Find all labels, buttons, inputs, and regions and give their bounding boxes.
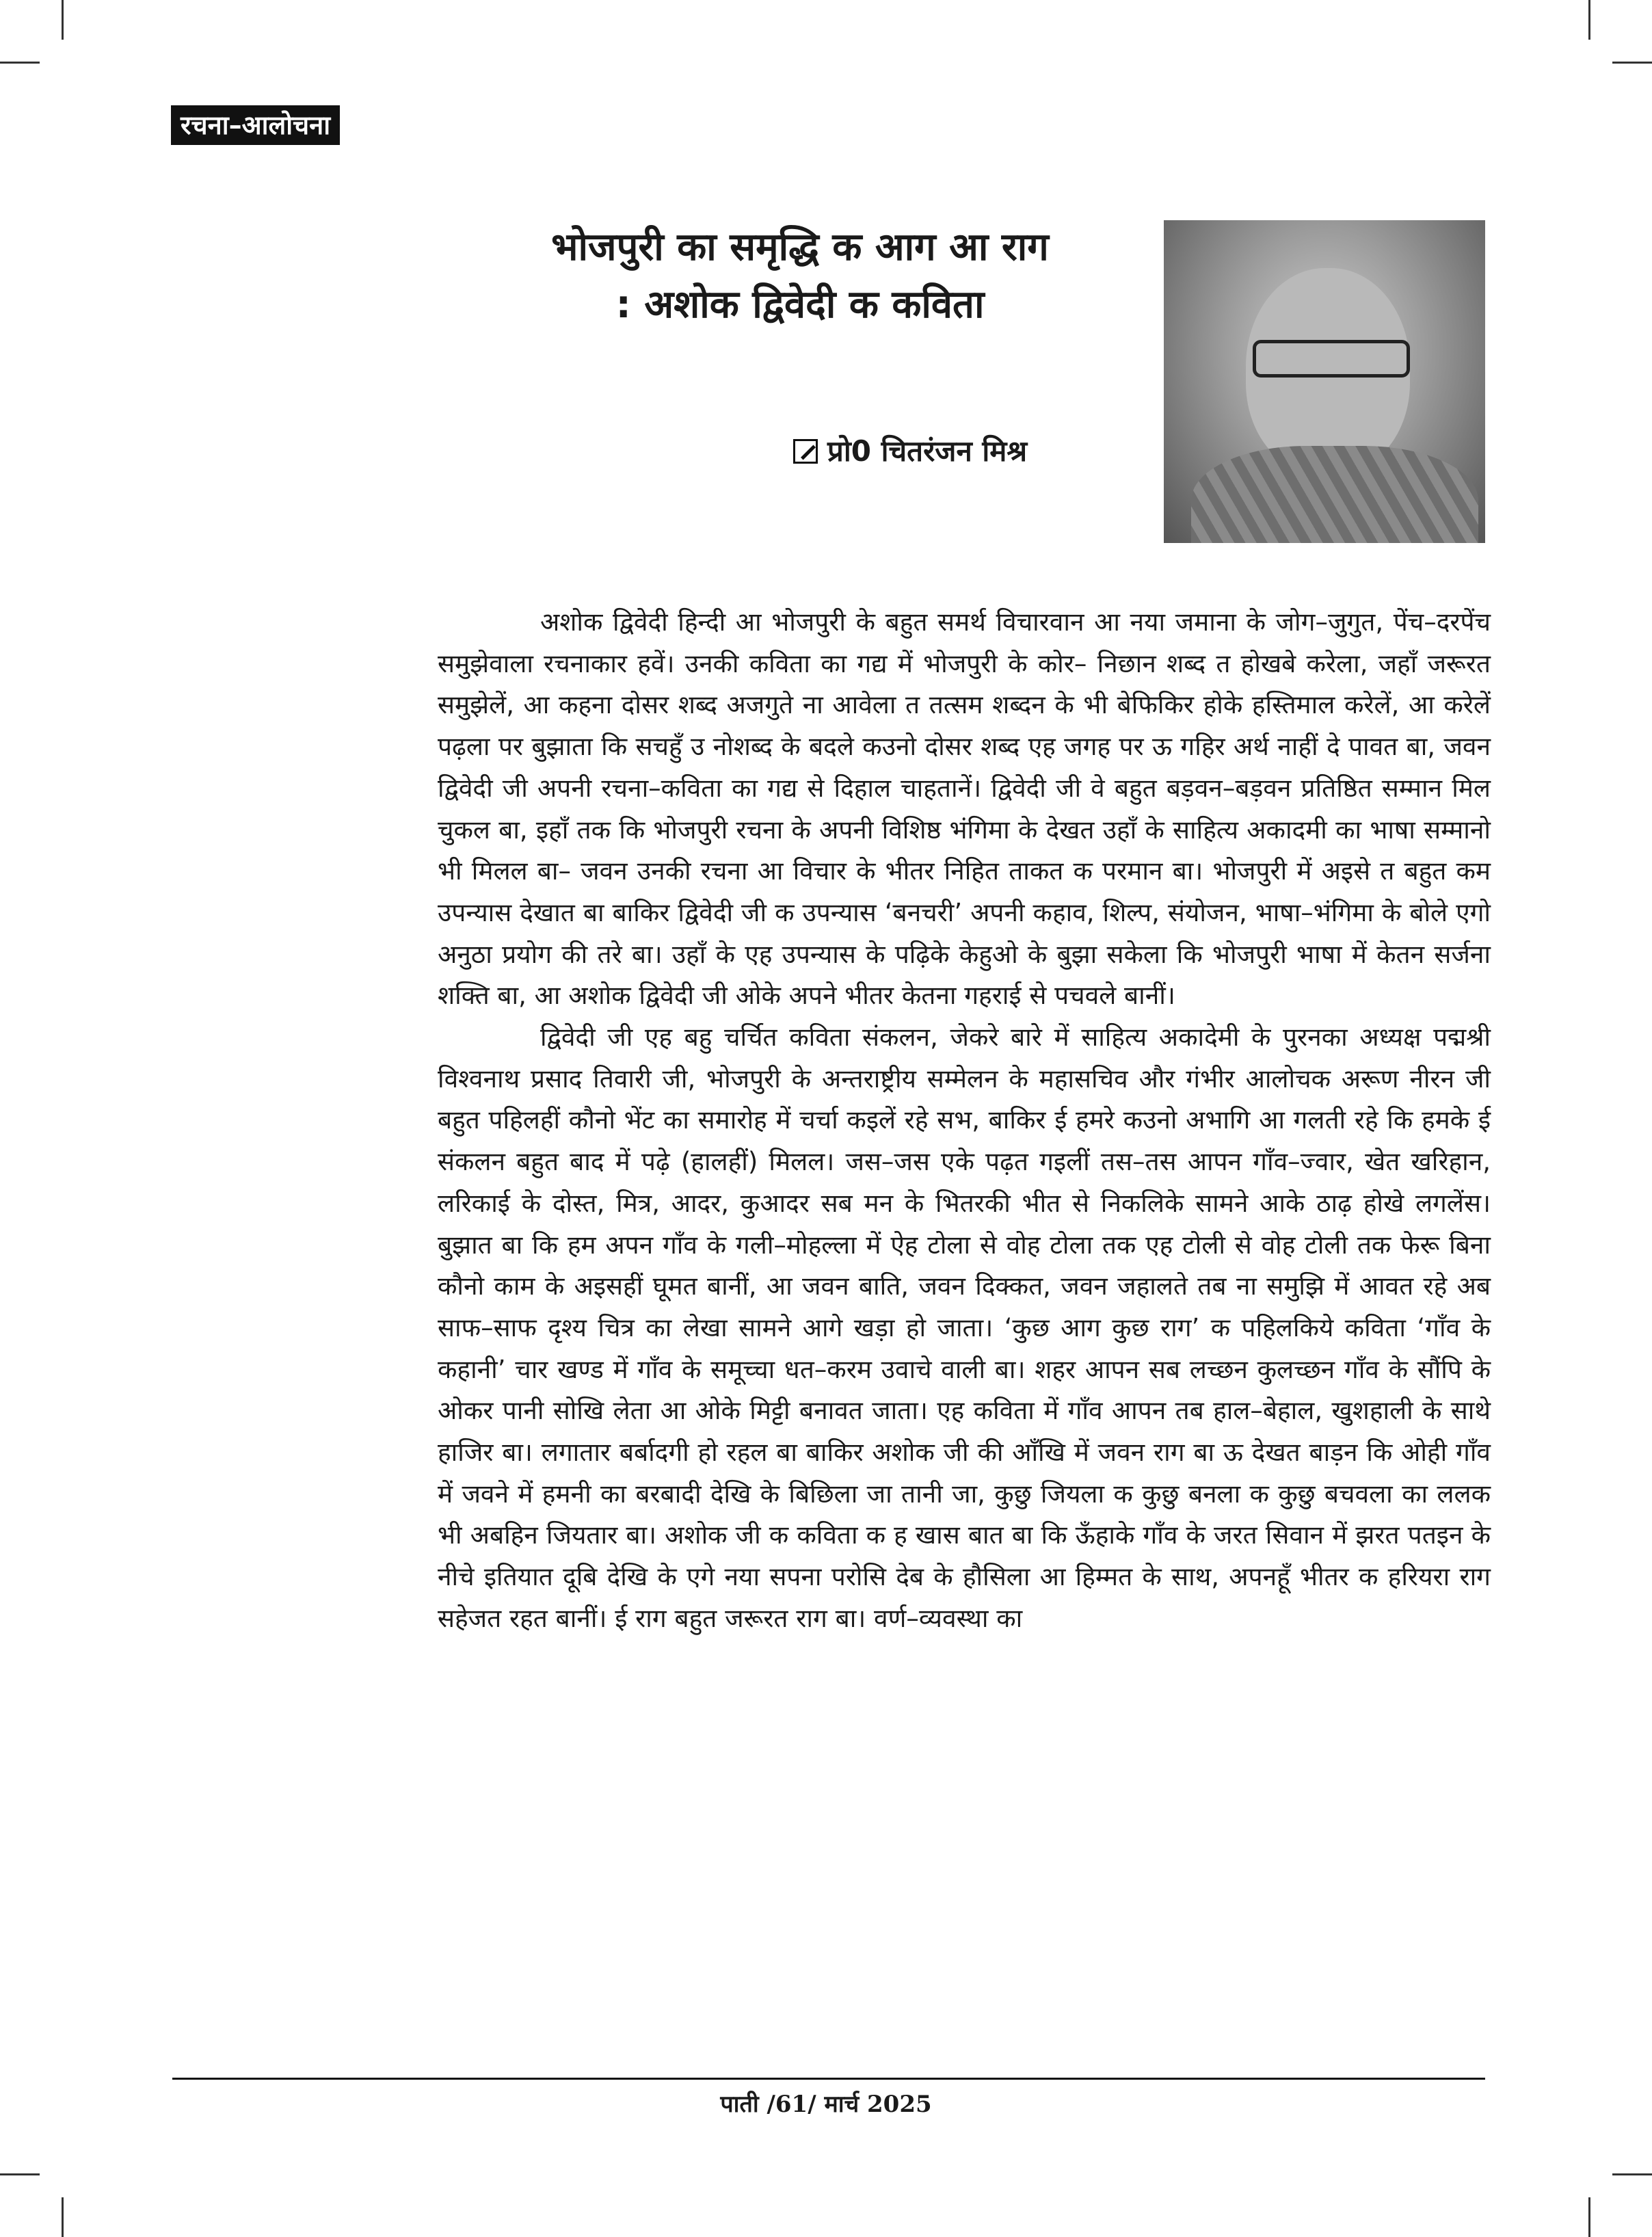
author-byline [793,431,1027,472]
author-name: प्रो0 चितरंजन मिश्र [827,434,1028,468]
article-body [438,602,1491,1640]
crop-mark [62,0,64,40]
body-paragraph-1: अशोक द्विवेदी हिन्दी आ भोजपुरी के बहुत समर्थ विचारवान आ नया जमाना के जोग–जुगुत, पेंच–दरपेंच समुझेवाला रचनाकार हवें। उनकी कविता का गद्य में भोजपुरी के कोर– निछान शब्द त होखबे करेला, जहाँ जरूरत समुझेलें, आ कहना दोसर शब्द अजगुते ना आवेला त तत्सम शब्दन के भी बेफिकिर होके हस्तिमाल करेलें, आ करेलें पढ़ला पर बुझाता कि सचहुँ उ नोशब्द के बदले कउनो दोसर शब्द एह जगह पर ऊ गहिर अर्थ नाहीं दे पावत बा, जवन द्विवेदी जी अपनी रचना–कविता का गद्य से दिहाल चाहतानें। द्विवेदी जी वे बहुत बड़वन–बड़वन प्रतिष्ठित सम्मान मिल चुकल बा, इहाँ तक कि भोजपुरी रचना के अपनी विशिष्ठ भंगिमा के देखत उहाँ के साहित्य अकादमी का भाषा सम्मानो भी मिलल बा– जवन उनकी रचना आ विचार के भीतर निहित ताकत क परमान बा। भोजपुरी में अइसे त बहुत कम उपन्यास देखात बा बाकिर द्विवेदी जी क उपन्यास ‘बनचरी’ अपनी कहाव, शिल्प, संयोजन, भाषा–भंगिमा के बोले एगो अनुठा प्रयोग की तरे बा। उहाँ के एह उपन्यास के पढ़िके केहुओ के बुझा सकेला कि भोजपुरी भाषा में केतन सर्जना शक्ति बा, आ अशोक द्विवेदी जी ओके अपने भीतर केतना गहराई से पचवले बानीं। [438,607,1491,1011]
page-footer: पाती /61/ मार्च 2025 [720,2091,932,2118]
title-line-1: भोजपुरी का समृद्धि क आग आ राग [551,225,1049,269]
footer-rule [172,2078,1485,2080]
article-title [479,219,1121,334]
photo-glasses [1253,340,1410,378]
crop-mark [62,2197,64,2237]
crop-mark [0,2173,40,2175]
crop-mark [0,62,40,64]
body-paragraph-2: द्विवेदी जी एह बहु चर्चित कविता संकलन, जेकरे बारे में साहित्य अकादेमी के पुरनका अध्यक्ष पद्मश्री विश्वनाथ प्रसाद तिवारी जी, भोजपुरी के अन्तराष्ट्रीय सम्मेलन के महासचिव और गंभीर आलोचक अरूण नीरन जी बहुत पहिलहीं कौनो भेंट का समारोह में चर्चा कइलें रहे सभ, बाकिर ई हमरे कउनो अभागि आ गलती रहे कि हमके ई संकलन बहुत बाद में पढ़े (हालहीं) मिलल। जस–जस एके पढ़त गइलीं तस–तस आपन गाँव–ज्वार, खेत खरिहान, लरिकाई के दोस्त, मित्र, आदर, कुआदर सब मन के भितरकी भीत से निकलिके सामने आके ठाढ़ होखे लगलेंस। बुझात बा कि हम अपन गाँव के गली–मोहल्ला में ऐह टोला से वोह टोला तक एह टोली से वोह टोली तक फेरू बिना कौनो काम के अइसहीं घूमत बानीं, आ जवन बाति, जवन दिक्कत, जवन जहालते तब ना समुझि में आवत रहे अब साफ–साफ दृश्य चित्र का लेखा सामने आगे खड़ा हो जाता। ‘कुछ आग कुछ राग’ क पहिलकिये कविता ‘गाँव के कहानी’ चार खण्ड में गाँव के समूच्चा धत–करम उवाचे वाली बा। शहर आपन सब लच्छन कुलच्छन गाँव के सौंपि के ओकर पानी सोखि लेता आ ओके मिट्टी बनावत जाता। एह कविता में गाँव आपन तब हाल–बेहाल, खुशहाली के साथे हाजिर बा। लगातार बर्बादगी हो रहल बा बाकिर अशोक जी की आँखि में जवन राग बा ऊ देखत बाड़न कि ओही गाँव में जवने में हमनी का बरबादी देखि के बिछिला जा तानी जा, कुछु जियला क कुछु बनला क कुछु बचवला का ललक भी अबहिन जियतार बा। अशोक जी क कविता क ह खास बात बा कि ऊँहाके गाँव के जरत सिवान में झरत पतइन के नीचे इतियात दूबि देखि के एगे नया सपना परोसि देब के हौसिला आ हिम्मत के साथ, अपनहूँ भीतर क हरियरा राग सहेजत रहत बानीं। ई राग बहुत जरूरत राग बा। वर्ण–व्यवस्था का [438,1022,1491,1633]
title-line-2: : अशोक द्विवेदी क कविता [615,282,985,327]
author-photo [1164,220,1485,543]
crop-mark [1588,2197,1590,2237]
crop-mark [1612,62,1652,64]
section-tag: रचना–आलोचना [171,105,340,145]
crop-mark [1588,0,1590,40]
crop-mark [1612,2173,1652,2175]
photo-shawl [1191,446,1478,543]
pen-writing-icon [793,439,818,464]
